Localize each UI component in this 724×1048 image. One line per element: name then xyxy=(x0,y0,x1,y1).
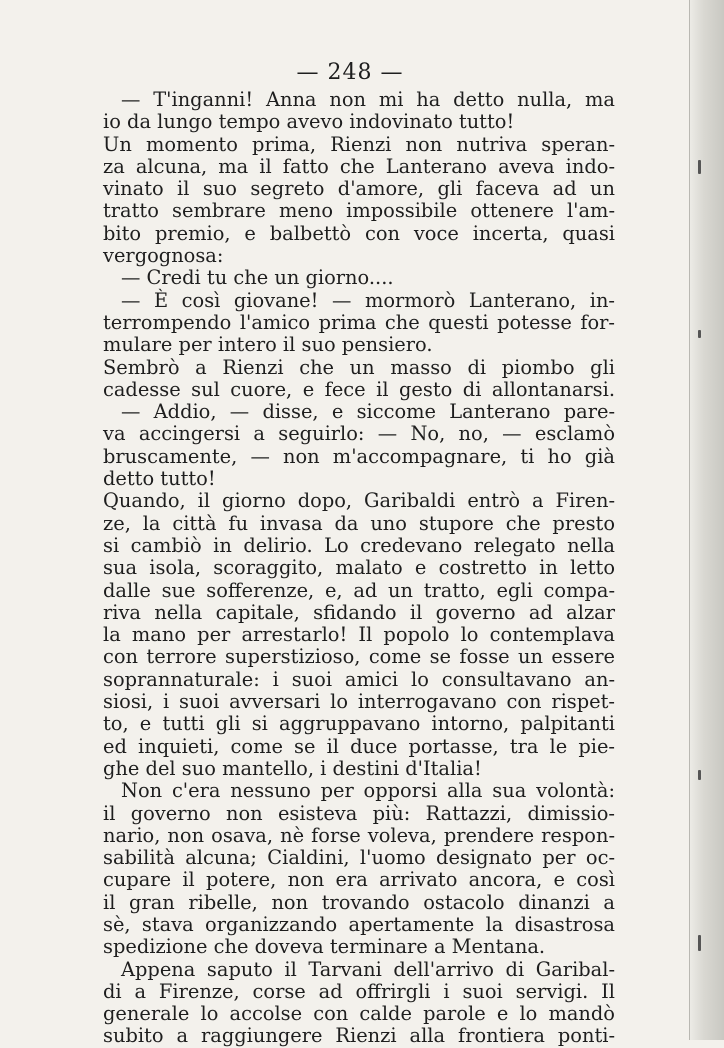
edge-mark xyxy=(698,935,701,951)
text-line: to, e tutti gli si aggruppavano intorno, palpitanti xyxy=(103,712,615,736)
text-line: ed inquieti, come se il duce portasse, tra le pie- xyxy=(103,734,615,758)
text-line: — T'inganni! Anna non mi ha detto nulla, ma xyxy=(121,88,615,111)
text-line: detto tutto! xyxy=(103,467,216,491)
text-line: il governo non esisteva più: Rattazzi, dimissio- xyxy=(103,801,615,825)
text-line: za alcuna, ma il fatto che Lanterano aveva indo- xyxy=(103,154,615,178)
text-line: terrompendo l'amico prima che questi potesse for- xyxy=(103,310,615,334)
text-line: siosi, i suoi avversari lo interrogavano con rispet- xyxy=(103,690,615,714)
text-line: cupare il potere, non era arrivato ancora, e così xyxy=(103,868,615,892)
text-line: vinato il suo segreto d'amore, gli faceva ad un xyxy=(103,177,615,201)
text-line: Sembrò a Rienzi che un masso di piombo gli xyxy=(103,355,615,379)
text-line: riva nella capitale, sfidando il governo ad alzar xyxy=(103,600,615,624)
text-line: con terrore superstizioso, come se fosse un essere xyxy=(103,645,615,669)
text-line: Quando, il giorno dopo, Garibaldi entrò a Firen- xyxy=(103,489,615,513)
text-line: soprannaturale: i suoi amici lo consultavano an- xyxy=(103,667,615,691)
text-line: mulare per intero il suo pensiero. xyxy=(103,333,433,357)
text-line: dalle sue sofferenze, e, ad un tratto, egli compa- xyxy=(103,578,615,602)
text-line: va accingersi a seguirlo: — No, no, — esclamò xyxy=(103,422,615,446)
text-line: sabilità alcuna; Cialdini, l'uomo designato per oc- xyxy=(103,846,615,870)
text-line: generale lo accolse con calde parole e lo mandò xyxy=(103,1002,615,1026)
text-line: io da lungo tempo avevo indovinato tutto! xyxy=(103,110,515,134)
text-line: tratto sembrare meno impossibile ottenere l'am- xyxy=(103,199,615,223)
text-line: si cambiò in delirio. Lo credevano relegato nella xyxy=(103,533,615,557)
text-line: il gran ribelle, non trovando ostacolo dinanzi a xyxy=(103,890,615,914)
text-line: sua isola, scoraggito, malato e costretto in letto xyxy=(103,556,615,580)
text-body xyxy=(103,89,615,1048)
edge-mark xyxy=(698,330,701,338)
text-line: vergognosa: xyxy=(103,244,224,268)
text-line: Non c'era nessuno per opporsi alla sua volontà: xyxy=(121,779,615,803)
edge-mark xyxy=(698,160,701,174)
text-line: cadesse sul cuore, e fece il gesto di allontanarsi. xyxy=(103,377,615,401)
text-line: sè, stava organizzando apertamente la disastrosa xyxy=(103,912,615,936)
text-line: bito premio, e balbettò con voce incerta, quasi xyxy=(103,221,615,245)
text-line: ze, la città fu invasa da uno stupore che presto xyxy=(103,511,615,535)
text-line: — È così giovane! — mormorò Lanterano, in- xyxy=(121,288,615,312)
page-edge xyxy=(689,0,724,1040)
text-line: Appena saputo il Tarvani dell'arrivo di Garibal- xyxy=(121,957,615,981)
text-line: la mano per arrestarlo! Il popolo lo contemplava xyxy=(103,623,615,647)
text-line: di a Firenze, corse ad offrirgli i suoi servigi. Il xyxy=(103,979,615,1003)
text-line: ghe del suo mantello, i destini d'Italia! xyxy=(103,756,482,780)
edge-mark xyxy=(698,770,701,780)
text-line: bruscamente, — non m'accompagnare, ti ho già xyxy=(103,444,615,468)
text-line: — Credi tu che un giorno.... xyxy=(121,266,394,290)
text-line: — Addio, — disse, e siccome Lanterano pare- xyxy=(121,400,615,424)
text-line: nario, non osava, nè forse voleva, prendere respon- xyxy=(103,823,615,847)
page-number: — 248 — xyxy=(296,60,404,85)
text-line: spedizione che doveva terminare a Mentana. xyxy=(103,935,546,959)
text-line: subito a raggiungere Rienzi alla frontiera ponti- xyxy=(103,1024,615,1048)
text-line: Un momento prima, Rienzi non nutriva speran- xyxy=(103,132,615,156)
